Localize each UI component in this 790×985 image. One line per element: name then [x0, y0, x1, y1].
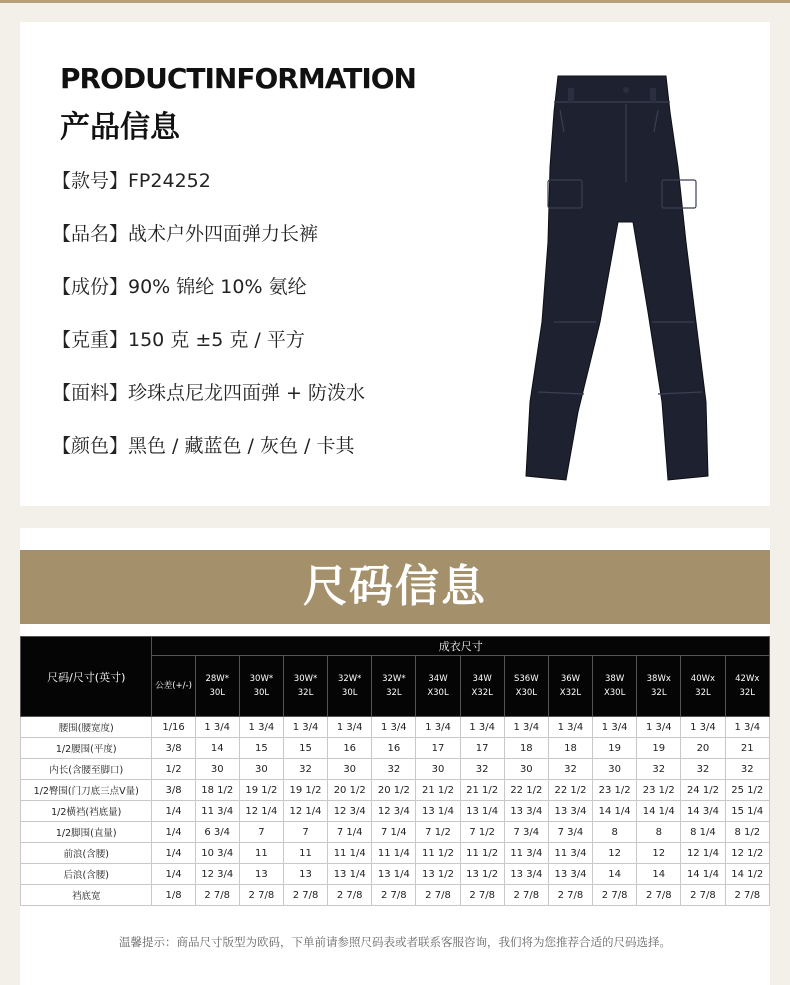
table-cell: 19: [637, 738, 681, 759]
column-header-line: 32L: [386, 688, 402, 698]
row-label: 腰围(腰宽度): [21, 717, 152, 738]
table-cell: 1 3/4: [593, 717, 637, 738]
table-cell: 1 3/4: [548, 717, 592, 738]
table-cell: 17: [460, 738, 504, 759]
row-label: 1/2腰围(平度): [21, 738, 152, 759]
column-header-line: 32L: [297, 688, 314, 698]
table-cell: 2 7/8: [328, 885, 372, 906]
table-row: [21, 717, 770, 738]
table-cell: 13 3/4: [548, 801, 592, 822]
size-info-card: [20, 528, 770, 985]
column-header-line: X32L: [559, 688, 582, 698]
table-cell: 1 3/4: [460, 717, 504, 738]
table-cell: 30: [328, 759, 372, 780]
table-cell: 12 1/2: [725, 843, 769, 864]
table-cell: 32: [681, 759, 725, 780]
table-cell: 8: [637, 822, 681, 843]
column-header-line: 32W*: [382, 674, 406, 684]
tolerance-cell: 1/8: [152, 885, 195, 906]
table-cell: 2 7/8: [681, 885, 725, 906]
table-cell: 1 3/4: [504, 717, 548, 738]
column-header-line: 32W*: [337, 674, 362, 684]
product-info-card: [20, 22, 770, 506]
table-cell: 7: [239, 822, 283, 843]
row-label: 裆底宽: [21, 885, 152, 906]
table-cell: 13 1/4: [328, 864, 372, 885]
column-header-line: 32L: [739, 688, 756, 698]
table-cell: 1 3/4: [239, 717, 283, 738]
column-header-line: X30L: [427, 688, 449, 698]
table-cell: 21: [725, 738, 769, 759]
table-cell: 32: [725, 759, 769, 780]
column-header-line: 34W: [472, 674, 492, 684]
table-cell: 1 3/4: [416, 717, 460, 738]
row-label: 1/2横裆(裆底量): [21, 801, 152, 822]
table-cell: 22 1/2: [548, 780, 592, 801]
table-cell: 11 3/4: [548, 843, 592, 864]
column-header-size: [725, 656, 769, 717]
column-header-line: 38Wx: [646, 674, 671, 684]
table-row: [21, 801, 770, 822]
table-cell: 32: [548, 759, 592, 780]
size-table: [20, 636, 770, 906]
table-cell: 2 7/8: [548, 885, 592, 906]
table-cell: 14 1/4: [681, 864, 725, 885]
table-cell: 10 3/4: [195, 843, 239, 864]
tolerance-cell: 1/16: [152, 717, 195, 738]
table-cell: 11 1/2: [460, 843, 504, 864]
column-header-line: 30L: [253, 688, 270, 698]
table-cell: 20: [681, 738, 725, 759]
row-label: 前浪(含腰): [21, 843, 152, 864]
spec-weight: 【克重】150 克 ±5 克 / 平方: [52, 329, 305, 351]
table-cell: 14: [593, 864, 637, 885]
column-header-line: 公差(+/-): [155, 681, 192, 691]
column-header-size: [504, 656, 548, 717]
column-header-line: 30L: [209, 688, 225, 698]
title-chinese: 产品信息: [60, 110, 180, 145]
table-cell: 2 7/8: [239, 885, 283, 906]
table-cell: 8: [593, 822, 637, 843]
table-cell: 2 7/8: [593, 885, 637, 906]
table-cell: 32: [372, 759, 416, 780]
spec-product-name: 【品名】战术户外四面弹力长裤: [52, 223, 319, 245]
spec-colors: 【颜色】黑色 / 藏蓝色 / 灰色 / 卡其: [52, 435, 355, 457]
column-header-line: 28W*: [205, 674, 229, 684]
table-cell: 1 3/4: [372, 717, 416, 738]
table-cell: 11 3/4: [195, 801, 239, 822]
table-cell: 12 1/4: [681, 843, 725, 864]
table-row: [21, 738, 770, 759]
column-header-size: [637, 656, 681, 717]
tolerance-cell: 3/8: [152, 738, 195, 759]
table-cell: 12 1/4: [239, 801, 283, 822]
table-cell: 22 1/2: [504, 780, 548, 801]
table-cell: 30: [593, 759, 637, 780]
column-header-line: 30L: [341, 688, 358, 698]
table-cell: 16: [372, 738, 416, 759]
table-cell: 17: [416, 738, 460, 759]
spec-composition: 【成份】90% 锦纶 10% 氨纶: [52, 276, 307, 298]
table-cell: 18 1/2: [195, 780, 239, 801]
group-header: 成衣尺寸: [152, 637, 770, 656]
tips-note: 温馨提示：商品尺寸版型为欧码，下单前请参照尺码表或者联系客服咨询，我们将为您推荐合适的尺码选择。: [119, 935, 671, 949]
table-cell: 1 3/4: [195, 717, 239, 738]
column-header-line: X30L: [515, 688, 537, 698]
column-header-line: X32L: [471, 688, 493, 698]
table-cell: 30: [416, 759, 460, 780]
table-cell: 7 3/4: [504, 822, 548, 843]
table-cell: 2 7/8: [637, 885, 681, 906]
column-header-tolerance: [152, 656, 195, 717]
table-cell: 13 1/2: [460, 864, 504, 885]
table-cell: 30: [239, 759, 283, 780]
table-cell: 7 1/4: [328, 822, 372, 843]
column-header-line: 32L: [695, 688, 711, 698]
column-header-size: [328, 656, 372, 717]
column-header-line: 32L: [651, 688, 667, 698]
table-cell: 7 3/4: [548, 822, 592, 843]
table-cell: 11 1/4: [328, 843, 372, 864]
table-cell: 1 3/4: [637, 717, 681, 738]
table-row: [21, 843, 770, 864]
table-cell: 13 1/4: [372, 864, 416, 885]
table-cell: 30: [504, 759, 548, 780]
table-cell: 32: [460, 759, 504, 780]
table-cell: 13 1/2: [416, 864, 460, 885]
table-cell: 23 1/2: [637, 780, 681, 801]
table-cell: 8 1/4: [681, 822, 725, 843]
table-cell: 13: [239, 864, 283, 885]
table-cell: 14 1/4: [637, 801, 681, 822]
table-cell: 12 3/4: [328, 801, 372, 822]
table-cell: 25 1/2: [725, 780, 769, 801]
table-cell: 12: [637, 843, 681, 864]
table-row: [21, 780, 770, 801]
table-cell: 12 3/4: [195, 864, 239, 885]
column-header-line: 36W: [560, 674, 581, 684]
row-label: 1/2臀围(门刀底三点V量): [21, 780, 152, 801]
table-cell: 14: [637, 864, 681, 885]
table-cell: 13 1/4: [416, 801, 460, 822]
table-cell: 20 1/2: [328, 780, 372, 801]
column-header-line: 42Wx: [735, 674, 760, 684]
table-row: [21, 885, 770, 906]
table-cell: 19 1/2: [283, 780, 327, 801]
table-cell: 2 7/8: [725, 885, 769, 906]
spec-style-no: 【款号】FP24252: [52, 170, 211, 192]
table-cell: 15: [283, 738, 327, 759]
table-row: [21, 759, 770, 780]
title-english: PRODUCTINFORMATION: [60, 62, 416, 95]
table-cell: 11 1/4: [372, 843, 416, 864]
table-cell: 23 1/2: [593, 780, 637, 801]
column-header-line: 30W*: [293, 674, 318, 684]
spec-fabric: 【面料】珍珠点尼龙四面弹 + 防泼水: [52, 382, 365, 404]
table-cell: 14 3/4: [681, 801, 725, 822]
table-cell: 19 1/2: [239, 780, 283, 801]
table-cell: 1 3/4: [328, 717, 372, 738]
table-row: [21, 822, 770, 843]
tolerance-cell: 1/2: [152, 759, 195, 780]
table-cell: 11: [239, 843, 283, 864]
column-header-line: 40Wx: [690, 674, 716, 684]
table-cell: 14 1/2: [725, 864, 769, 885]
column-header-line: 34W: [428, 674, 448, 684]
table-cell: 6 3/4: [195, 822, 239, 843]
table-cell: 21 1/2: [416, 780, 460, 801]
column-header-line: S36W: [514, 674, 539, 684]
table-cell: 1 3/4: [283, 717, 327, 738]
table-cell: 2 7/8: [416, 885, 460, 906]
row-label: 后浪(含腰): [21, 864, 152, 885]
tolerance-cell: 3/8: [152, 780, 195, 801]
table-cell: 12 1/4: [283, 801, 327, 822]
tactical-pants-icon: [508, 72, 758, 488]
column-header-size: [372, 656, 416, 717]
table-cell: 13 3/4: [504, 864, 548, 885]
row-label: 1/2脚围(直量): [21, 822, 152, 843]
spec-list: [52, 166, 365, 484]
column-header-size: [195, 656, 239, 717]
tolerance-cell: 1/4: [152, 843, 195, 864]
column-header-size: [283, 656, 327, 717]
table-cell: 15: [239, 738, 283, 759]
table-cell: 2 7/8: [283, 885, 327, 906]
table-cell: 13: [283, 864, 327, 885]
table-cell: 2 7/8: [195, 885, 239, 906]
table-cell: 12 3/4: [372, 801, 416, 822]
top-accent-line: [0, 0, 790, 3]
table-cell: 11 1/2: [416, 843, 460, 864]
table-cell: 11 3/4: [504, 843, 548, 864]
table-cell: 24 1/2: [681, 780, 725, 801]
table-cell: 19: [593, 738, 637, 759]
tolerance-cell: 1/4: [152, 864, 195, 885]
table-cell: 32: [637, 759, 681, 780]
size-banner-title: 尺码信息: [303, 561, 487, 612]
tolerance-cell: 1/4: [152, 801, 195, 822]
table-cell: 1 3/4: [681, 717, 725, 738]
table-cell: 2 7/8: [372, 885, 416, 906]
table-cell: 2 7/8: [460, 885, 504, 906]
table-cell: 7 1/2: [460, 822, 504, 843]
table-cell: 7: [283, 822, 327, 843]
table-row: [21, 864, 770, 885]
column-header-size: [416, 656, 460, 717]
column-header-size: [460, 656, 504, 717]
table-cell: 14 1/4: [593, 801, 637, 822]
table-cell: 13 1/4: [460, 801, 504, 822]
row-header: 尺码/尺寸(英寸): [21, 637, 152, 717]
column-header-line: 30W*: [249, 674, 274, 684]
column-header-line: 38W: [605, 674, 625, 684]
table-cell: 11: [283, 843, 327, 864]
column-header-size: [548, 656, 592, 717]
table-cell: 18: [548, 738, 592, 759]
size-banner: [20, 550, 770, 624]
table-cell: 8 1/2: [725, 822, 769, 843]
table-cell: 32: [283, 759, 327, 780]
table-cell: 20 1/2: [372, 780, 416, 801]
table-cell: 13 3/4: [548, 864, 592, 885]
table-cell: 16: [328, 738, 372, 759]
tolerance-cell: 1/4: [152, 822, 195, 843]
table-cell: 14: [195, 738, 239, 759]
table-cell: 7 1/2: [416, 822, 460, 843]
table-cell: 12: [593, 843, 637, 864]
table-cell: 2 7/8: [504, 885, 548, 906]
row-label: 内长(含腰至脚口): [21, 759, 152, 780]
table-cell: 18: [504, 738, 548, 759]
table-cell: 13 3/4: [504, 801, 548, 822]
table-cell: 1 3/4: [725, 717, 769, 738]
table-cell: 21 1/2: [460, 780, 504, 801]
column-header-size: [681, 656, 725, 717]
column-header-line: X30L: [603, 688, 626, 698]
table-cell: 7 1/4: [372, 822, 416, 843]
column-header-size: [239, 656, 283, 717]
table-cell: 15 1/4: [725, 801, 769, 822]
table-cell: 30: [195, 759, 239, 780]
column-header-size: [593, 656, 637, 717]
